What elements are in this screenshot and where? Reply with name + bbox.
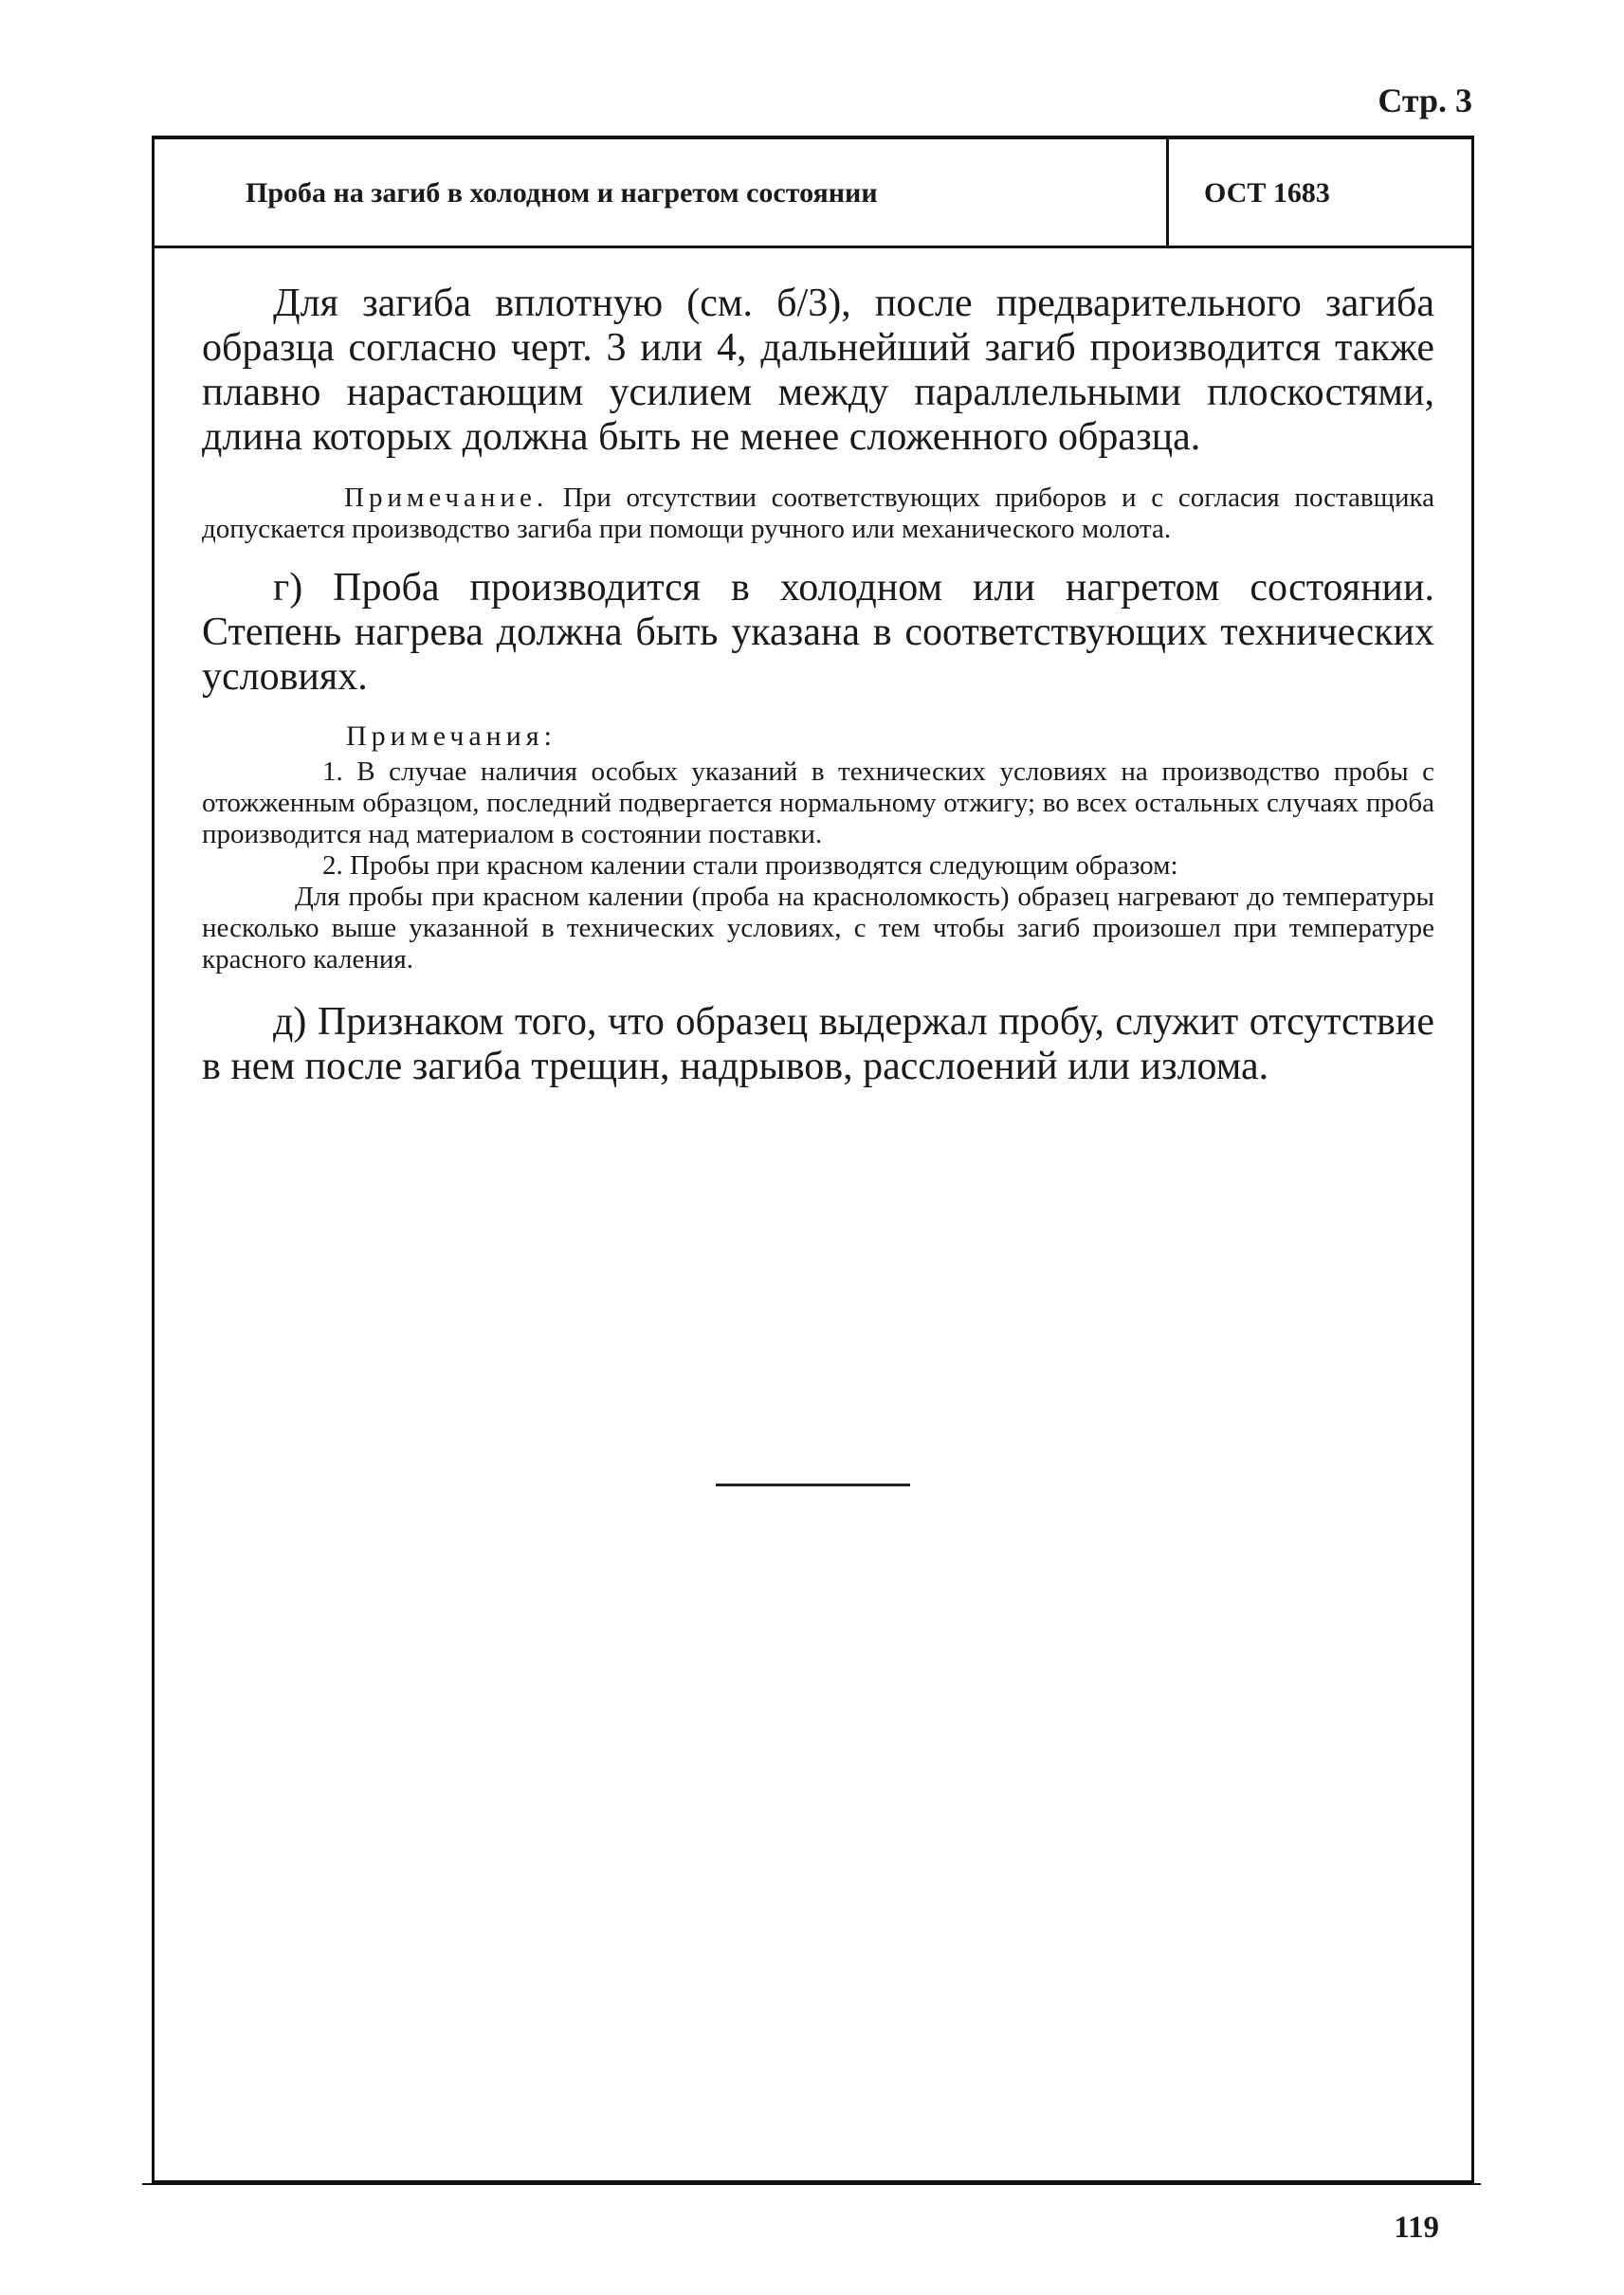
page-number: 119 <box>1394 2211 1439 2245</box>
frame-bottom-rule <box>142 2183 1481 2185</box>
note-item-2: 2. Пробы при красном калении стали производятся следующим образом: <box>322 850 1178 881</box>
document-body <box>202 282 1434 1089</box>
standard-code: ОСТ 1683 <box>1204 177 1330 209</box>
notes-heading: Примечания: <box>346 720 557 752</box>
paragraph-tight-bend: Для загиба вплотную (см. б/3), после предварительного загиба образца согласно черт. 3 или 4, дальнейший загиб производится также плавно нарастающим усилием между параллельными плоскостями, длина которых должна быть не менее сложенного образца. <box>202 282 1434 459</box>
paragraph-g: г) Проба производится в холодном или нагретом состоянии. Степень нагрева должна быть указана в соответствующих технических условиях. <box>202 566 1434 699</box>
note-item-1: 1. В случае наличия особых указаний в технических условиях на производство пробы с отожженным образцом, последний подвергается нормальному отжигу; во всех остальных случаях проба производится над материалом в состоянии поставки. <box>202 756 1434 849</box>
document-header <box>155 139 1471 248</box>
header-title: Проба на загиб в холодном и нагретом состоянии <box>246 177 878 209</box>
note-text: При отсутствии соответствующих приборов и с согласия поставщика допускается производство загиба при помощи ручного или механического молота. <box>202 483 1434 544</box>
closing-rule <box>716 1484 910 1486</box>
note-item-2-detail: Для пробы при красном калении (проба на красноломкость) образец нагревают до температуры несколько выше указанной в технических условиях, с тем чтобы загиб произошел при температуре красного каления. <box>202 882 1434 974</box>
note-paragraph <box>202 483 1434 545</box>
page-label: Стр. 3 <box>1378 82 1472 119</box>
document-frame <box>152 136 1474 2183</box>
header-divider <box>1166 136 1169 247</box>
note-label: Примечание. <box>344 483 549 513</box>
paragraph-d: д) Признаком того, что образец выдержал пробу, служит отсутствие в нем после загиба трещин, надрывов, расслоений или излома. <box>202 1000 1434 1088</box>
